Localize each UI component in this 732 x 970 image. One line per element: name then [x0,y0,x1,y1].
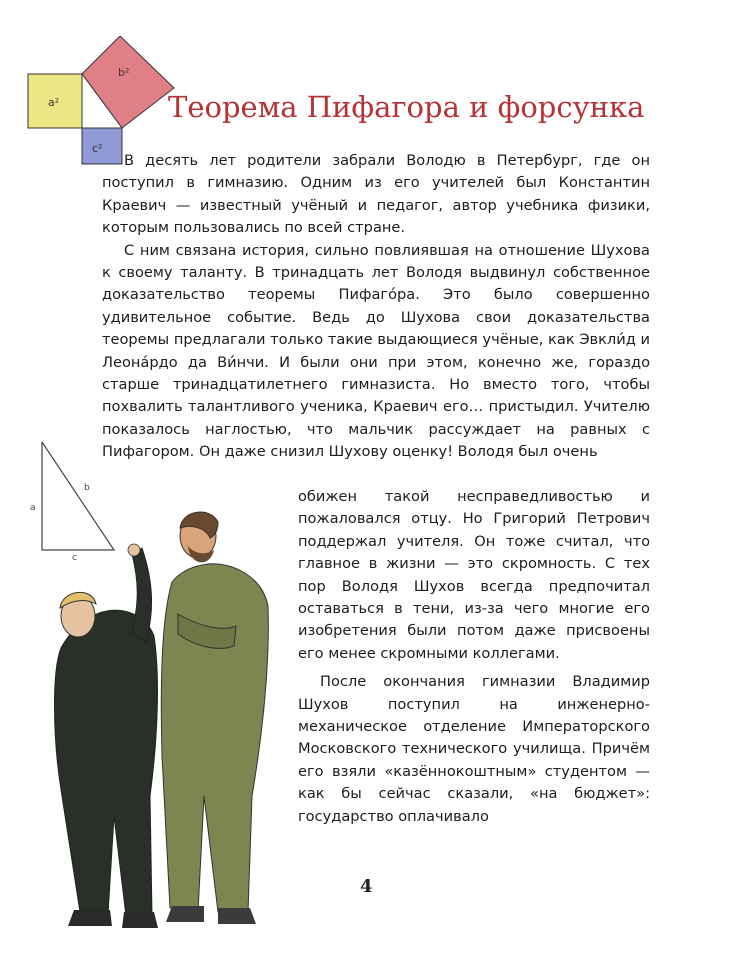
blackboard-triangle [42,442,114,550]
paragraph-2-continued: обижен такой несправедливостью и пожаловался отцу. Но Григорий Петрович поддержал учителя. Он тоже считал, что главное в жизни — это скромность. С тех пор Володя Шухов всегда предпочитал оставаться в тени, из-за чего многие его изобретения были потом даже присвоены его менее скромными коллегами. [298,488,650,662]
triangle-label-b: b [84,483,90,493]
text-column-main [102,150,650,464]
teacher-figure [161,512,268,924]
page-number: 4 [360,876,373,897]
paragraph-3: После окончания гимназии Владимир Шухов поступил на инженерно-механическое отделение Императорского Московского технического училища. Причём его взяли «казённокоштным» студентом — как бы сейчас сказали, «на бюджет»: государство оплачивало [298,673,650,825]
label-b-squared: b² [118,66,130,79]
illustration-boy-and-teacher [22,436,302,930]
triangle-label-c: c [72,553,77,563]
chapter-title: Теорема Пифагора и форсунка [168,90,645,124]
label-c-squared: c² [92,142,103,155]
triangle-label-a: a [30,503,36,513]
paragraph-2: С ним связана история, сильно повлиявшая на отношение Шухова к своему таланту. В тринадцать лет Володя выдвинул собственное доказательство теоремы Пифаго́ра. Это было совершенно удивительное событие. Ведь до Шухова свои доказательства теоремы предлагали только такие выдающиеся учёные, как Эвкли́д и Леона́рдо да Ви́нчи. И были они при этом, конечно же, гораздо старше тринадцатилетнего гимназиста. Но вместо того, чтобы похвалить талантливого ученика, Краевич его… пристыдил. Учителю показалось наглостью, что мальчик рассуждает на равных с Пифагором. Он даже снизил Шухову оценку! Володя был очень [102,241,650,461]
label-a-squared: a² [48,96,60,109]
text-column-narrow [298,486,650,828]
paragraph-1: В десять лет родители забрали Володю в Петербург, где он поступил в гимназию. Одним из его учителей был Константин Краевич — известный учёный и педагог, автор учебника физики, которым пользовались по всей стране. [102,152,650,237]
boy-figure [55,544,159,928]
pythagoras-diagram [26,36,176,168]
